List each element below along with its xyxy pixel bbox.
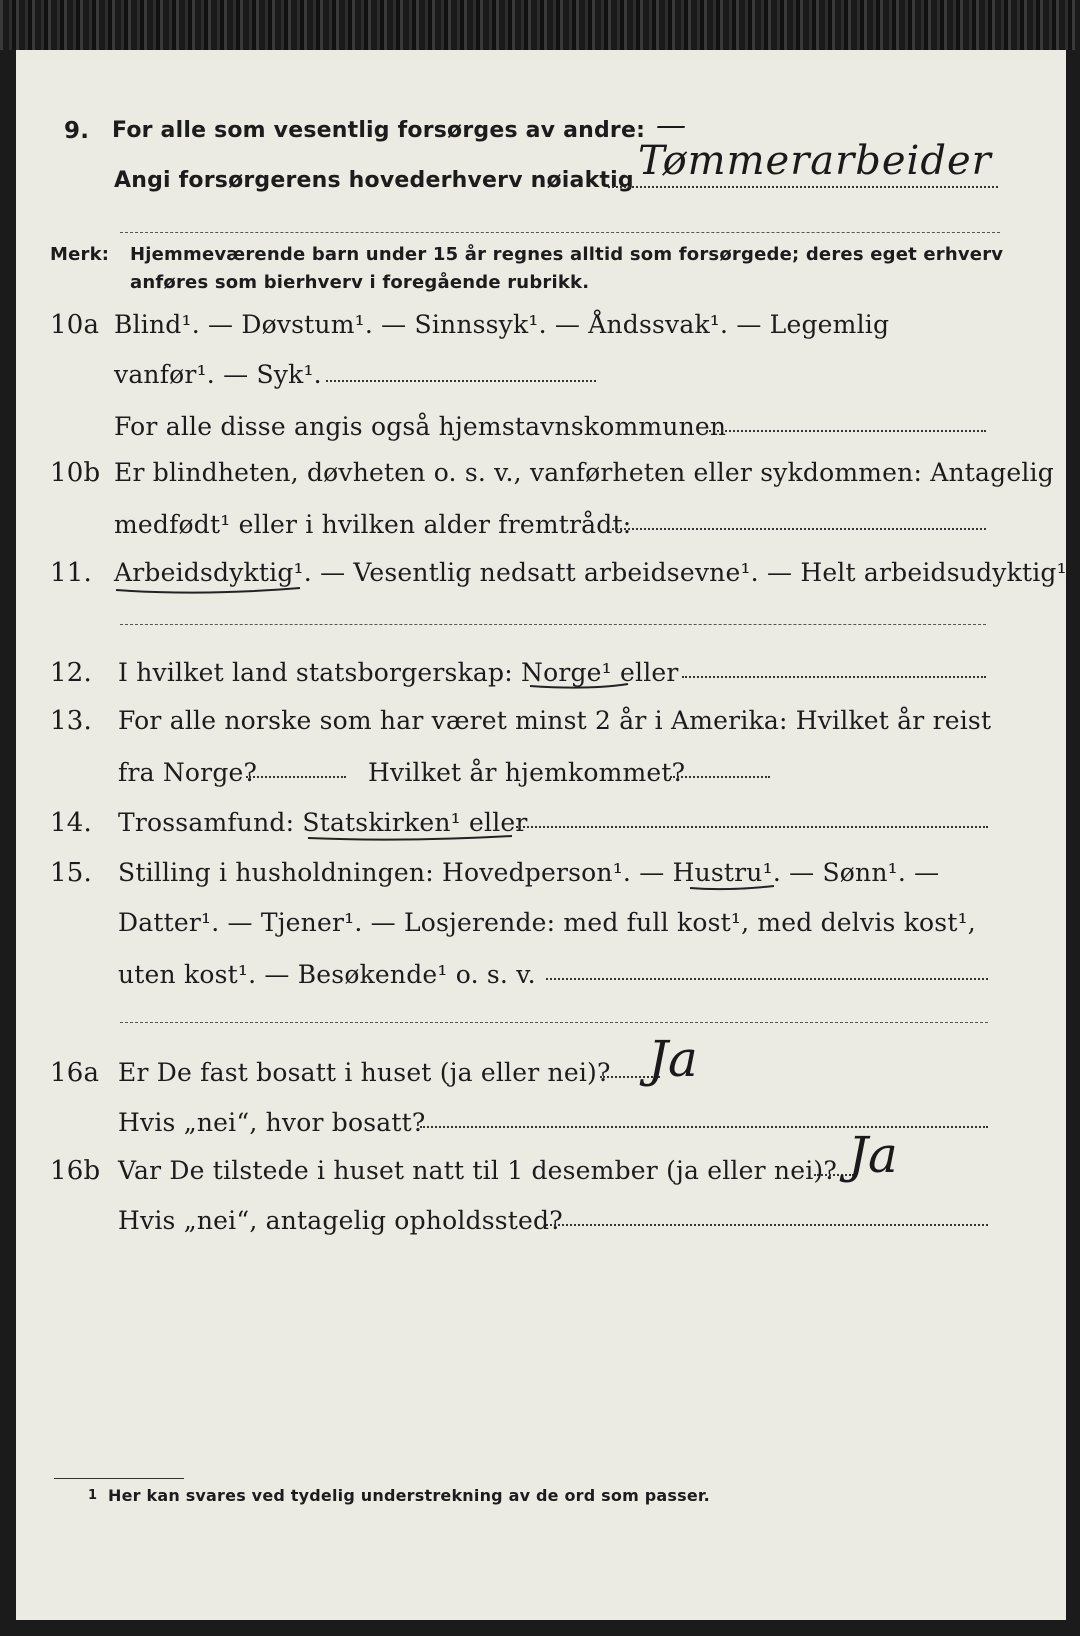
q10b-field	[612, 528, 986, 530]
q9-line2: Angi forsørgerens hovederhverv nøiaktig	[114, 168, 634, 193]
q16a-number: 16a	[50, 1058, 100, 1088]
q16b-number: 16b	[50, 1156, 101, 1186]
q10a-line2: vanfør¹. — Syk¹.	[114, 360, 322, 389]
q11-number: 11.	[50, 558, 92, 588]
footnote-mark: 1	[88, 1488, 98, 1503]
q10a-number: 10a	[50, 310, 100, 340]
merk-label: Merk:	[50, 244, 110, 265]
scan-top-strip	[0, 0, 1080, 50]
q16b-handwritten-answer: Ja	[848, 1126, 898, 1184]
q15-underline-mark	[688, 882, 778, 894]
q11-line1: Arbeidsdyktig¹. — Vesentlig nedsatt arbeidsevne¹. — Helt arbeidsudyktig¹.	[114, 558, 1075, 587]
q16b-line2: Hvis „nei“, antagelig opholdssted?	[118, 1206, 563, 1235]
q16a-line2: Hvis „nei“, hvor bosatt?	[118, 1108, 426, 1137]
footnote-divider	[54, 1478, 184, 1479]
q14-field	[516, 826, 988, 828]
q15-number: 15.	[50, 858, 92, 888]
q13-number: 13.	[50, 706, 92, 736]
q16a-where-field	[420, 1126, 988, 1128]
q13-line2b: Hvilket år hjemkommet?	[368, 758, 686, 787]
q15-line3: uten kost¹. — Besøkende¹ o. s. v.	[118, 960, 536, 989]
q10b-line1: Er blindheten, døvheten o. s. v., vanførheten eller sykdommen: Antagelig	[114, 458, 1054, 487]
q16a-handwritten-answer: Ja	[648, 1030, 698, 1088]
q12-line1: I hvilket land statsborgerskap: Norge¹ eller	[118, 658, 679, 687]
q9-number: 9.	[64, 118, 90, 144]
q10a-line1: Blind¹. — Døvstum¹. — Sinnssyk¹. — Åndssvak¹. — Legemlig	[114, 310, 890, 339]
q12-field	[682, 676, 986, 678]
footnote-text: Her kan svares ved tydelig understrekning av de ord som passer.	[108, 1486, 710, 1505]
q12-number: 12.	[50, 658, 92, 688]
q13-year-left-field	[246, 776, 346, 778]
q10a-line3: For alle disse angis også hjemstavnskommunen	[114, 412, 727, 441]
q9-answer-mark: —	[656, 108, 686, 143]
merk-line2: anføres som bierhverv i foregående rubrikk.	[130, 272, 590, 293]
q10a-line3-field	[706, 430, 986, 432]
q10b-line2: medfødt¹ eller i hvilken alder fremtrådt:	[114, 510, 632, 539]
q14-underline-mark	[306, 832, 516, 846]
q15-rule	[120, 1022, 988, 1023]
q13-line1: For alle norske som har været minst 2 år i Amerika: Hvilket år reist	[118, 706, 992, 735]
q12-underline-mark	[528, 680, 638, 694]
q9-line1: For alle som vesentlig forsørges av andre:	[112, 118, 646, 143]
merk-line1: Hjemmeværende barn under 15 år regnes alltid som forsørgede; deres eget erhverv	[130, 244, 1004, 265]
q16b-line1: Var De tilstede i huset natt til 1 desember (ja eller nei)?	[118, 1156, 837, 1185]
q16a-line1: Er De fast bosatt i huset (ja eller nei)?	[118, 1058, 611, 1087]
q14-number: 14.	[50, 808, 92, 838]
q9-handwritten-answer: Tømmerarbeider	[638, 138, 992, 184]
q16b-field-2	[546, 1224, 988, 1226]
q9-rule	[120, 232, 1000, 233]
q10b-number: 10b	[50, 458, 101, 488]
q13-year-returned-field	[670, 776, 770, 778]
q14-line1: Trossamfund: Statskirken¹ eller	[118, 808, 528, 837]
q10a-line2-field	[326, 380, 596, 382]
census-form-page	[16, 50, 1075, 1620]
q15-line2: Datter¹. — Tjener¹. — Losjerende: med full kost¹, med delvis kost¹,	[118, 908, 976, 937]
q15-field	[546, 978, 988, 980]
q15-line1: Stilling i husholdningen: Hovedperson¹. — Hustru¹. — Sønn¹. —	[118, 858, 940, 887]
q11-rule	[120, 624, 986, 625]
q9-answer-line	[608, 186, 998, 188]
q11-underline-mark	[114, 584, 304, 598]
q13-line2a: fra Norge?	[118, 758, 258, 787]
